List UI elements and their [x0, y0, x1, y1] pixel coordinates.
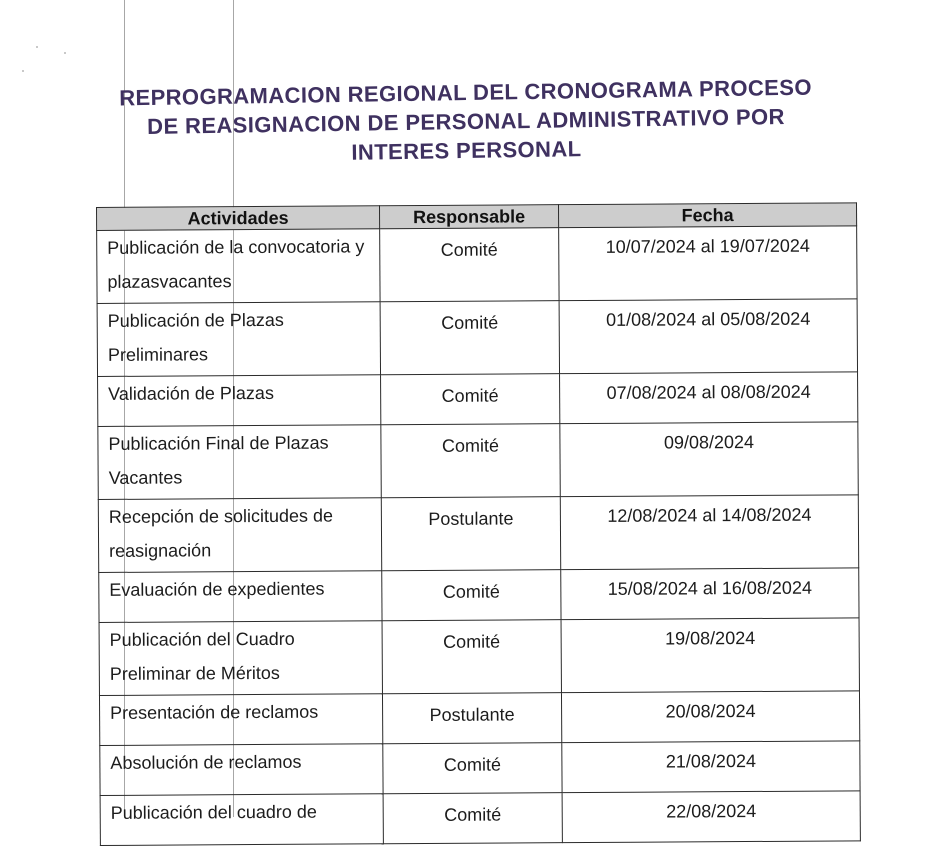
cell-fecha: 19/08/2024 — [561, 618, 859, 693]
cell-responsable: Comité — [380, 301, 559, 375]
header-responsable: Responsable — [379, 205, 558, 229]
cell-actividad: Recepción de solicitudes de reasignación — [98, 498, 381, 573]
cell-fecha: 07/08/2024 al 08/08/2024 — [560, 372, 858, 424]
schedule-table — [96, 202, 861, 846]
table-row — [97, 299, 857, 377]
header-actividades: Actividades — [97, 206, 380, 231]
cell-fecha: 09/08/2024 — [560, 422, 858, 497]
table-row — [98, 372, 858, 427]
table-row — [99, 618, 859, 696]
table-row — [97, 226, 857, 304]
cell-actividad: Publicación Final de Plazas Vacantes — [98, 425, 381, 500]
document-title — [39, 71, 892, 171]
cell-actividad: Publicación de Plazas Preliminares — [97, 302, 380, 377]
cell-actividad: Validación de Plazas — [98, 375, 381, 427]
scan-speck — [36, 46, 38, 48]
cell-fecha: 12/08/2024 al 14/08/2024 — [560, 495, 858, 570]
cell-fecha: 10/07/2024 al 19/07/2024 — [559, 226, 857, 301]
cell-actividad: Evaluación de expedientes — [99, 571, 382, 623]
cell-responsable: Comité — [382, 570, 561, 621]
table-row — [100, 741, 860, 796]
cell-actividad: Absolución de reclamos — [100, 744, 383, 796]
cell-fecha: 15/08/2024 al 16/08/2024 — [561, 568, 859, 620]
scan-speck — [64, 52, 66, 54]
scan-speck — [22, 70, 24, 72]
cell-responsable: Comité — [383, 793, 562, 844]
cell-responsable: Comité — [382, 620, 561, 694]
title-line-2: DE REASIGNACION DE PERSONAL ADMINISTRATIVO POR — [146, 103, 786, 140]
cell-fecha: 01/08/2024 al 05/08/2024 — [559, 299, 857, 374]
table-row — [98, 495, 858, 573]
cell-responsable: Postulante — [381, 497, 560, 571]
title-line-1: REPROGRAMACION REGIONAL DEL CRONOGRAMA PROCESO — [119, 74, 813, 111]
cell-responsable: Comité — [383, 743, 562, 794]
cell-actividad: Publicación del Cuadro Preliminar de Méritos — [99, 621, 382, 696]
cell-actividad: Presentación de reclamos — [99, 694, 382, 746]
cell-responsable: Comité — [381, 424, 560, 498]
table-row — [98, 422, 858, 500]
cell-fecha: 22/08/2024 — [562, 791, 860, 843]
schedule-table-wrapper — [96, 202, 860, 846]
header-fecha: Fecha — [558, 203, 856, 228]
table-row — [100, 791, 860, 846]
cell-responsable: Comité — [380, 228, 559, 302]
cell-fecha: 21/08/2024 — [562, 741, 860, 793]
cell-fecha: 20/08/2024 — [561, 691, 859, 743]
title-line-3: INTERES PERSONAL — [351, 136, 582, 165]
cell-responsable: Postulante — [382, 693, 561, 744]
cell-actividad: Publicación de la convocatoria y plazasvacantes — [97, 229, 380, 304]
cell-actividad: Publicación del cuadro de — [100, 794, 383, 846]
cell-responsable: Comité — [381, 374, 560, 425]
table-row — [99, 691, 859, 746]
table-row — [99, 568, 859, 623]
